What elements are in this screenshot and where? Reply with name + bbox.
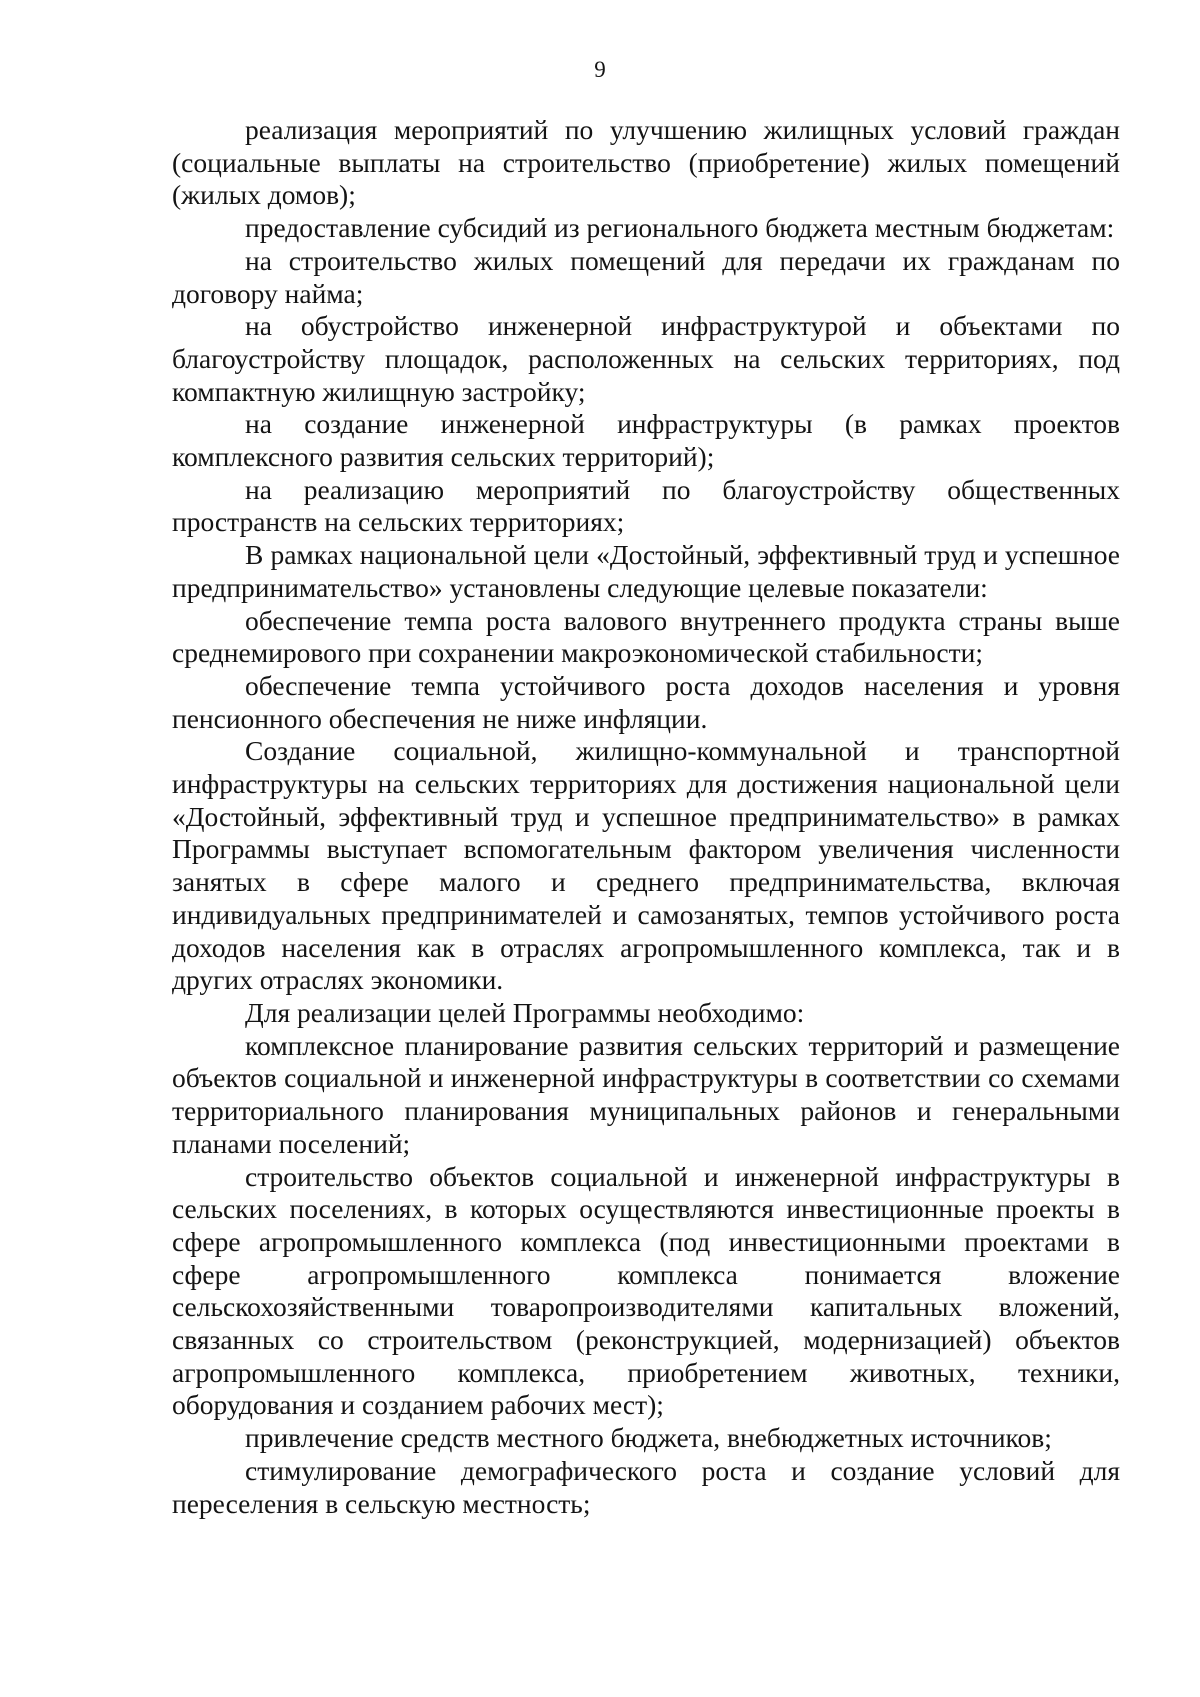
paragraph-construction: строительство объектов социальной и инженерной инфраструктуры в сельских поселениях, в которых осуществляются инвестиционные проекты в сфере агропромышленного комплекса (под инвестиционными проектами в сфере агропромышленного комплекса понимается вложение сельскохозяйственными товаропроизводителями капитальных вложений, связанных со строительством (реконструкцией, модернизацией) объектов агропромышленного комплекса, приобретением животных, техники, оборудования и созданием рабочих мест);: [172, 1160, 1120, 1421]
paragraph-funding: привлечение средств местного бюджета, внебюджетных источников;: [245, 1422, 1052, 1454]
page-number: 9: [594, 57, 606, 82]
paragraph-gdp-growth: обеспечение темпа роста валового внутреннего продукта страны выше среднемирового при сохранении макроэкономической стабильности;: [172, 604, 1120, 669]
body-text: [172, 114, 1120, 1520]
paragraph-program-goals: Для реализации целей Программы необходимо:: [245, 996, 805, 1028]
paragraph-demographics: стимулирование демографического роста и создание условий для переселения в сельскую местность;: [172, 1454, 1120, 1519]
paragraph-engineering-development: на обустройство инженерной инфраструктурой и объектами по благоустройству площадок, расположенных на сельских территориях, под компактную жилищную застройку;: [172, 310, 1120, 407]
paragraph-public-spaces: на реализацию мероприятий по благоустройству общественных пространств на сельских территориях;: [172, 473, 1120, 538]
paragraph-income-growth: обеспечение темпа устойчивого роста доходов населения и уровня пенсионного обеспечения не ниже инфляции.: [172, 669, 1120, 734]
paragraph-housing-conditions: реализация мероприятий по улучшению жилищных условий граждан (социальные выплаты на строительство (приобретение) жилых помещений (жилых домов);: [172, 114, 1120, 211]
paragraph-infrastructure-role: Создание социальной, жилищно-коммунальной и транспортной инфраструктуры на сельских территориях для достижения национальной цели «Достойный, эффективный труд и успешное предпринимательство» в рамках Программы выступает вспомогательным фактором увеличения численности занятых в сфере малого и среднего предпринимательства, включая индивидуальных предпринимателей и самозанятых, темпов устойчивого роста доходов населения как в отраслях агропромышленного комплекса, так и в других отраслях экономики.: [172, 735, 1120, 996]
paragraph-national-goal: В рамках национальной цели «Достойный, эффективный труд и успешное предпринимательство» установлены следующие целевые показатели:: [172, 539, 1120, 603]
paragraph-housing-construction: на строительство жилых помещений для передачи их гражданам по договору найма;: [172, 244, 1120, 309]
paragraph-planning: комплексное планирование развития сельских территорий и размещение объектов социальной и инженерной инфраструктуры в соответствии со схемами территориального планирования муниципальных районов и генеральными планами поселений;: [172, 1029, 1120, 1159]
paragraph-subsidies: предоставление субсидий из регионального бюджета местным бюджетам:: [245, 212, 1115, 244]
paragraph-engineering-infrastructure: на создание инженерной инфраструктуры (в рамках проектов комплексного развития сельских территорий);: [172, 408, 1120, 473]
